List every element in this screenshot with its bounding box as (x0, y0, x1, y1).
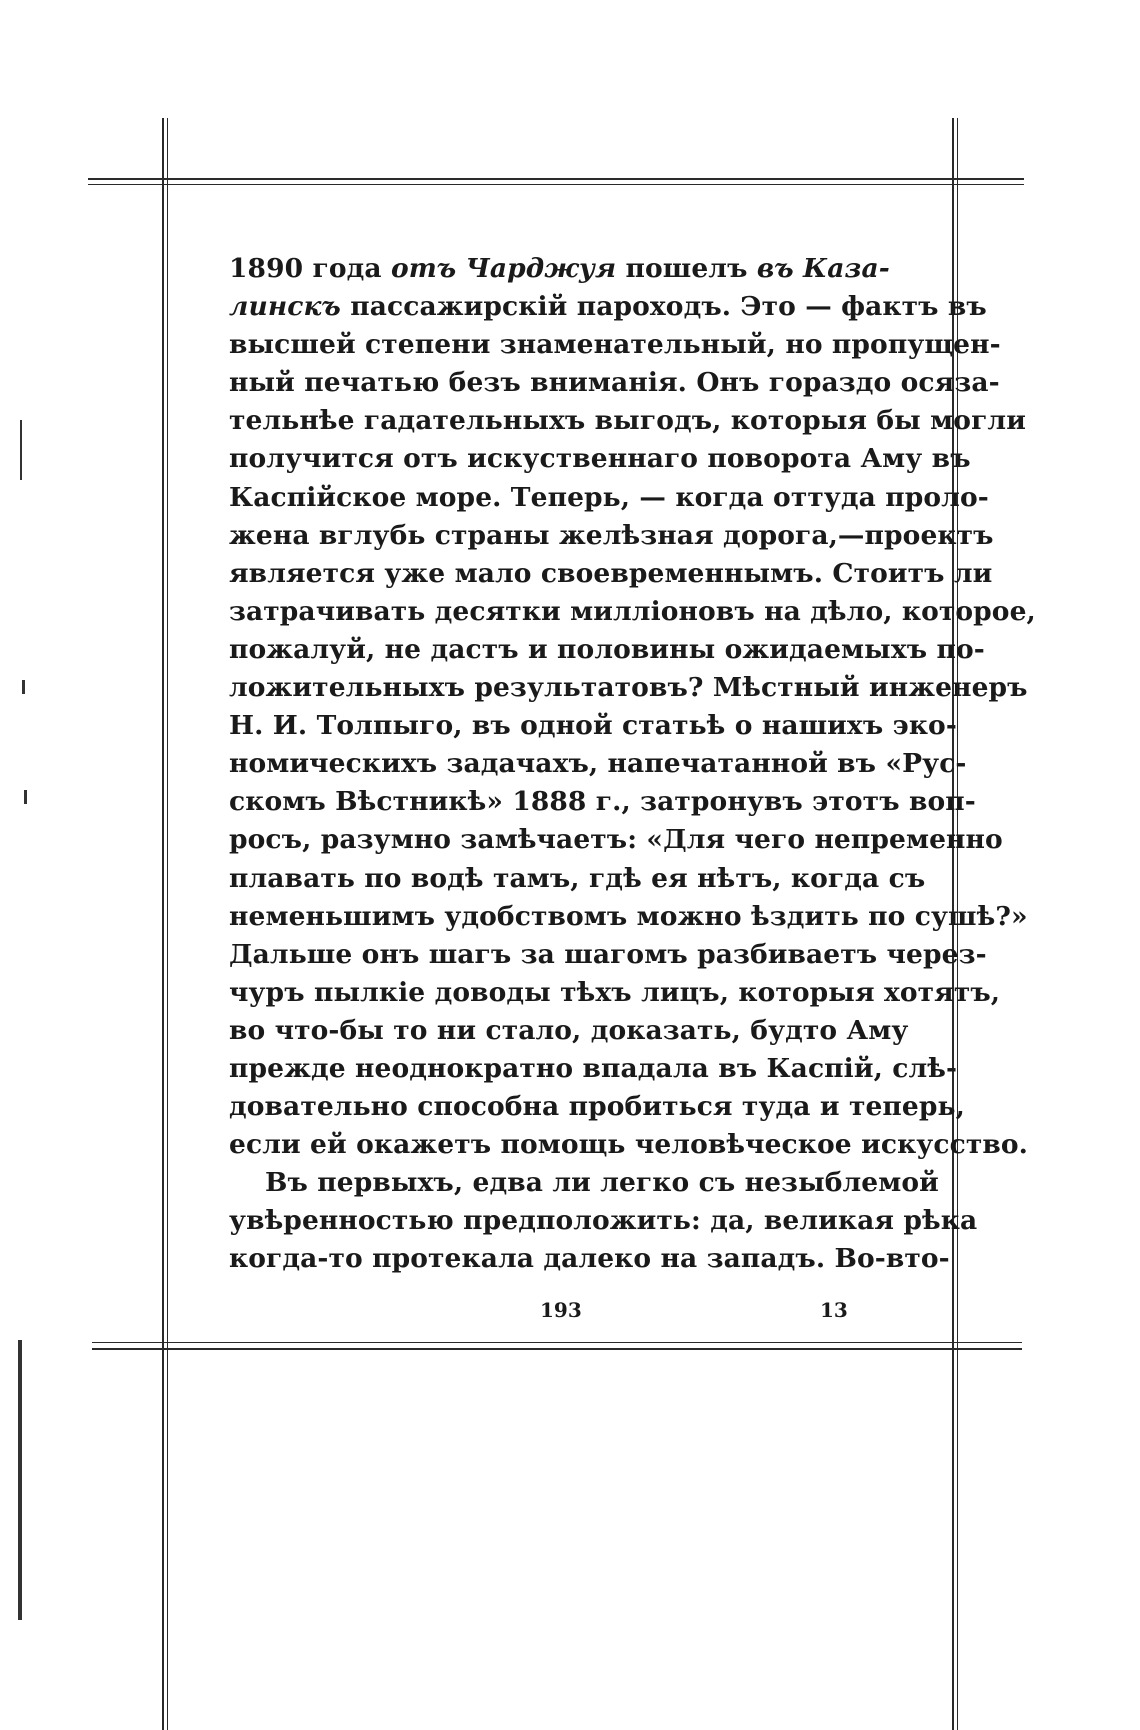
text-run: увѣренностью предположить: да, великая рѣка (229, 1205, 978, 1237)
text-run: жена вглубь страны желѣзная дорога,—проектъ (229, 519, 994, 551)
text-line (229, 1050, 958, 1088)
text-line (229, 898, 1028, 936)
text-run: тельнѣе гадательныхъ выгодъ, которыя бы могли (229, 405, 1026, 437)
italic-place-name: линскъ (229, 291, 341, 323)
text-line (229, 1012, 909, 1050)
text-run: если ей окажетъ помощь человѣческое искусство. (229, 1129, 1028, 1161)
text-line (229, 440, 971, 478)
text-line (229, 1126, 1028, 1164)
body-text (229, 250, 1036, 1279)
italic-place-name: въ Каза- (756, 253, 890, 284)
text-line (229, 669, 1028, 707)
text-line (229, 326, 1001, 364)
text-line (229, 631, 985, 669)
text-line (229, 860, 926, 898)
margin-mark (20, 420, 22, 480)
text-run: получится отъ искуственнаго поворота Аму въ (229, 443, 971, 475)
text-run: пожалуй, не дастъ и половины ожидаемыхъ по- (229, 633, 985, 665)
italic-place-name: отъ Чарджуя (390, 253, 617, 284)
text-line (229, 250, 890, 288)
text-run: затрачивать десятки милліоновъ на дѣло, которое, (229, 595, 1036, 627)
text-line (229, 517, 994, 555)
text-run: довательно способна пробиться туда и теперь, (229, 1091, 965, 1123)
text-line (229, 1202, 978, 1240)
text-run: пошелъ (616, 253, 757, 284)
text-run: высшей степени знаменательный, но пропущен- (229, 329, 1001, 361)
text-run: неменьшимъ удобствомъ можно ѣздить по сушѣ?» (229, 900, 1028, 932)
margin-mark (22, 680, 25, 694)
text-run: прежде неоднократно впадала въ Каспій, слѣ- (229, 1052, 958, 1084)
text-line (229, 821, 1003, 859)
text-line (229, 402, 1026, 440)
text-line (229, 1240, 950, 1278)
text-run: является уже мало своевременнымъ. Стоитъ ли (229, 557, 993, 589)
text-run: во что-бы то ни стало, доказать, будто Аму (229, 1014, 909, 1046)
text-line (229, 745, 967, 783)
text-run: Дальше онъ шагъ за шагомъ разбиваетъ через- (229, 938, 987, 970)
text-line (229, 707, 957, 745)
text-run: номическихъ задачахъ, напечатанной въ «Рус- (229, 748, 967, 780)
text-line (229, 783, 976, 821)
text-line (229, 555, 993, 593)
text-run: когда-то протекала далеко на западъ. Во-вто- (229, 1243, 950, 1275)
text-run: плавать по водѣ тамъ, гдѣ ея нѣтъ, когда съ (229, 862, 926, 894)
text-run: Въ первыхъ, едва ли легко съ незыблемой (265, 1167, 939, 1199)
signature-mark: 193 (540, 1298, 582, 1322)
text-line (229, 936, 987, 974)
text-line (229, 1164, 939, 1202)
text-line (229, 288, 987, 326)
left-frame-line-thin (167, 118, 168, 1730)
text-run: чуръ пылкіе доводы тѣхъ лицъ, которыя хотятъ, (229, 976, 1001, 1008)
text-run: Н. И. Толпыго, въ одной статьѣ о нашихъ эко- (229, 710, 957, 742)
text-line (229, 479, 989, 517)
text-line (229, 364, 1000, 402)
text-run: пассажирскій пароходъ. Это — фактъ въ (340, 291, 987, 323)
margin-mark (24, 790, 27, 804)
text-line (229, 974, 1001, 1012)
page-number: 13 (820, 1298, 848, 1322)
text-run: скомъ Вѣстникѣ» 1888 г., затронувъ этотъ воп- (229, 786, 976, 818)
margin-mark (18, 1340, 22, 1620)
text-line (229, 1088, 965, 1126)
text-run: ложительныхъ результатовъ? Мѣстный инженеръ (229, 672, 1028, 704)
text-run: 1890 года (229, 253, 391, 284)
text-run: ный печатью безъ вниманія. Онъ гораздо осяза- (229, 367, 1000, 399)
text-run: Каспійское море. Теперь, — когда оттуда проло- (229, 481, 989, 513)
text-run: росъ, разумно замѣчаетъ: «Для чего непременно (229, 824, 1003, 856)
text-line (229, 593, 1036, 631)
left-frame-line (162, 118, 164, 1730)
